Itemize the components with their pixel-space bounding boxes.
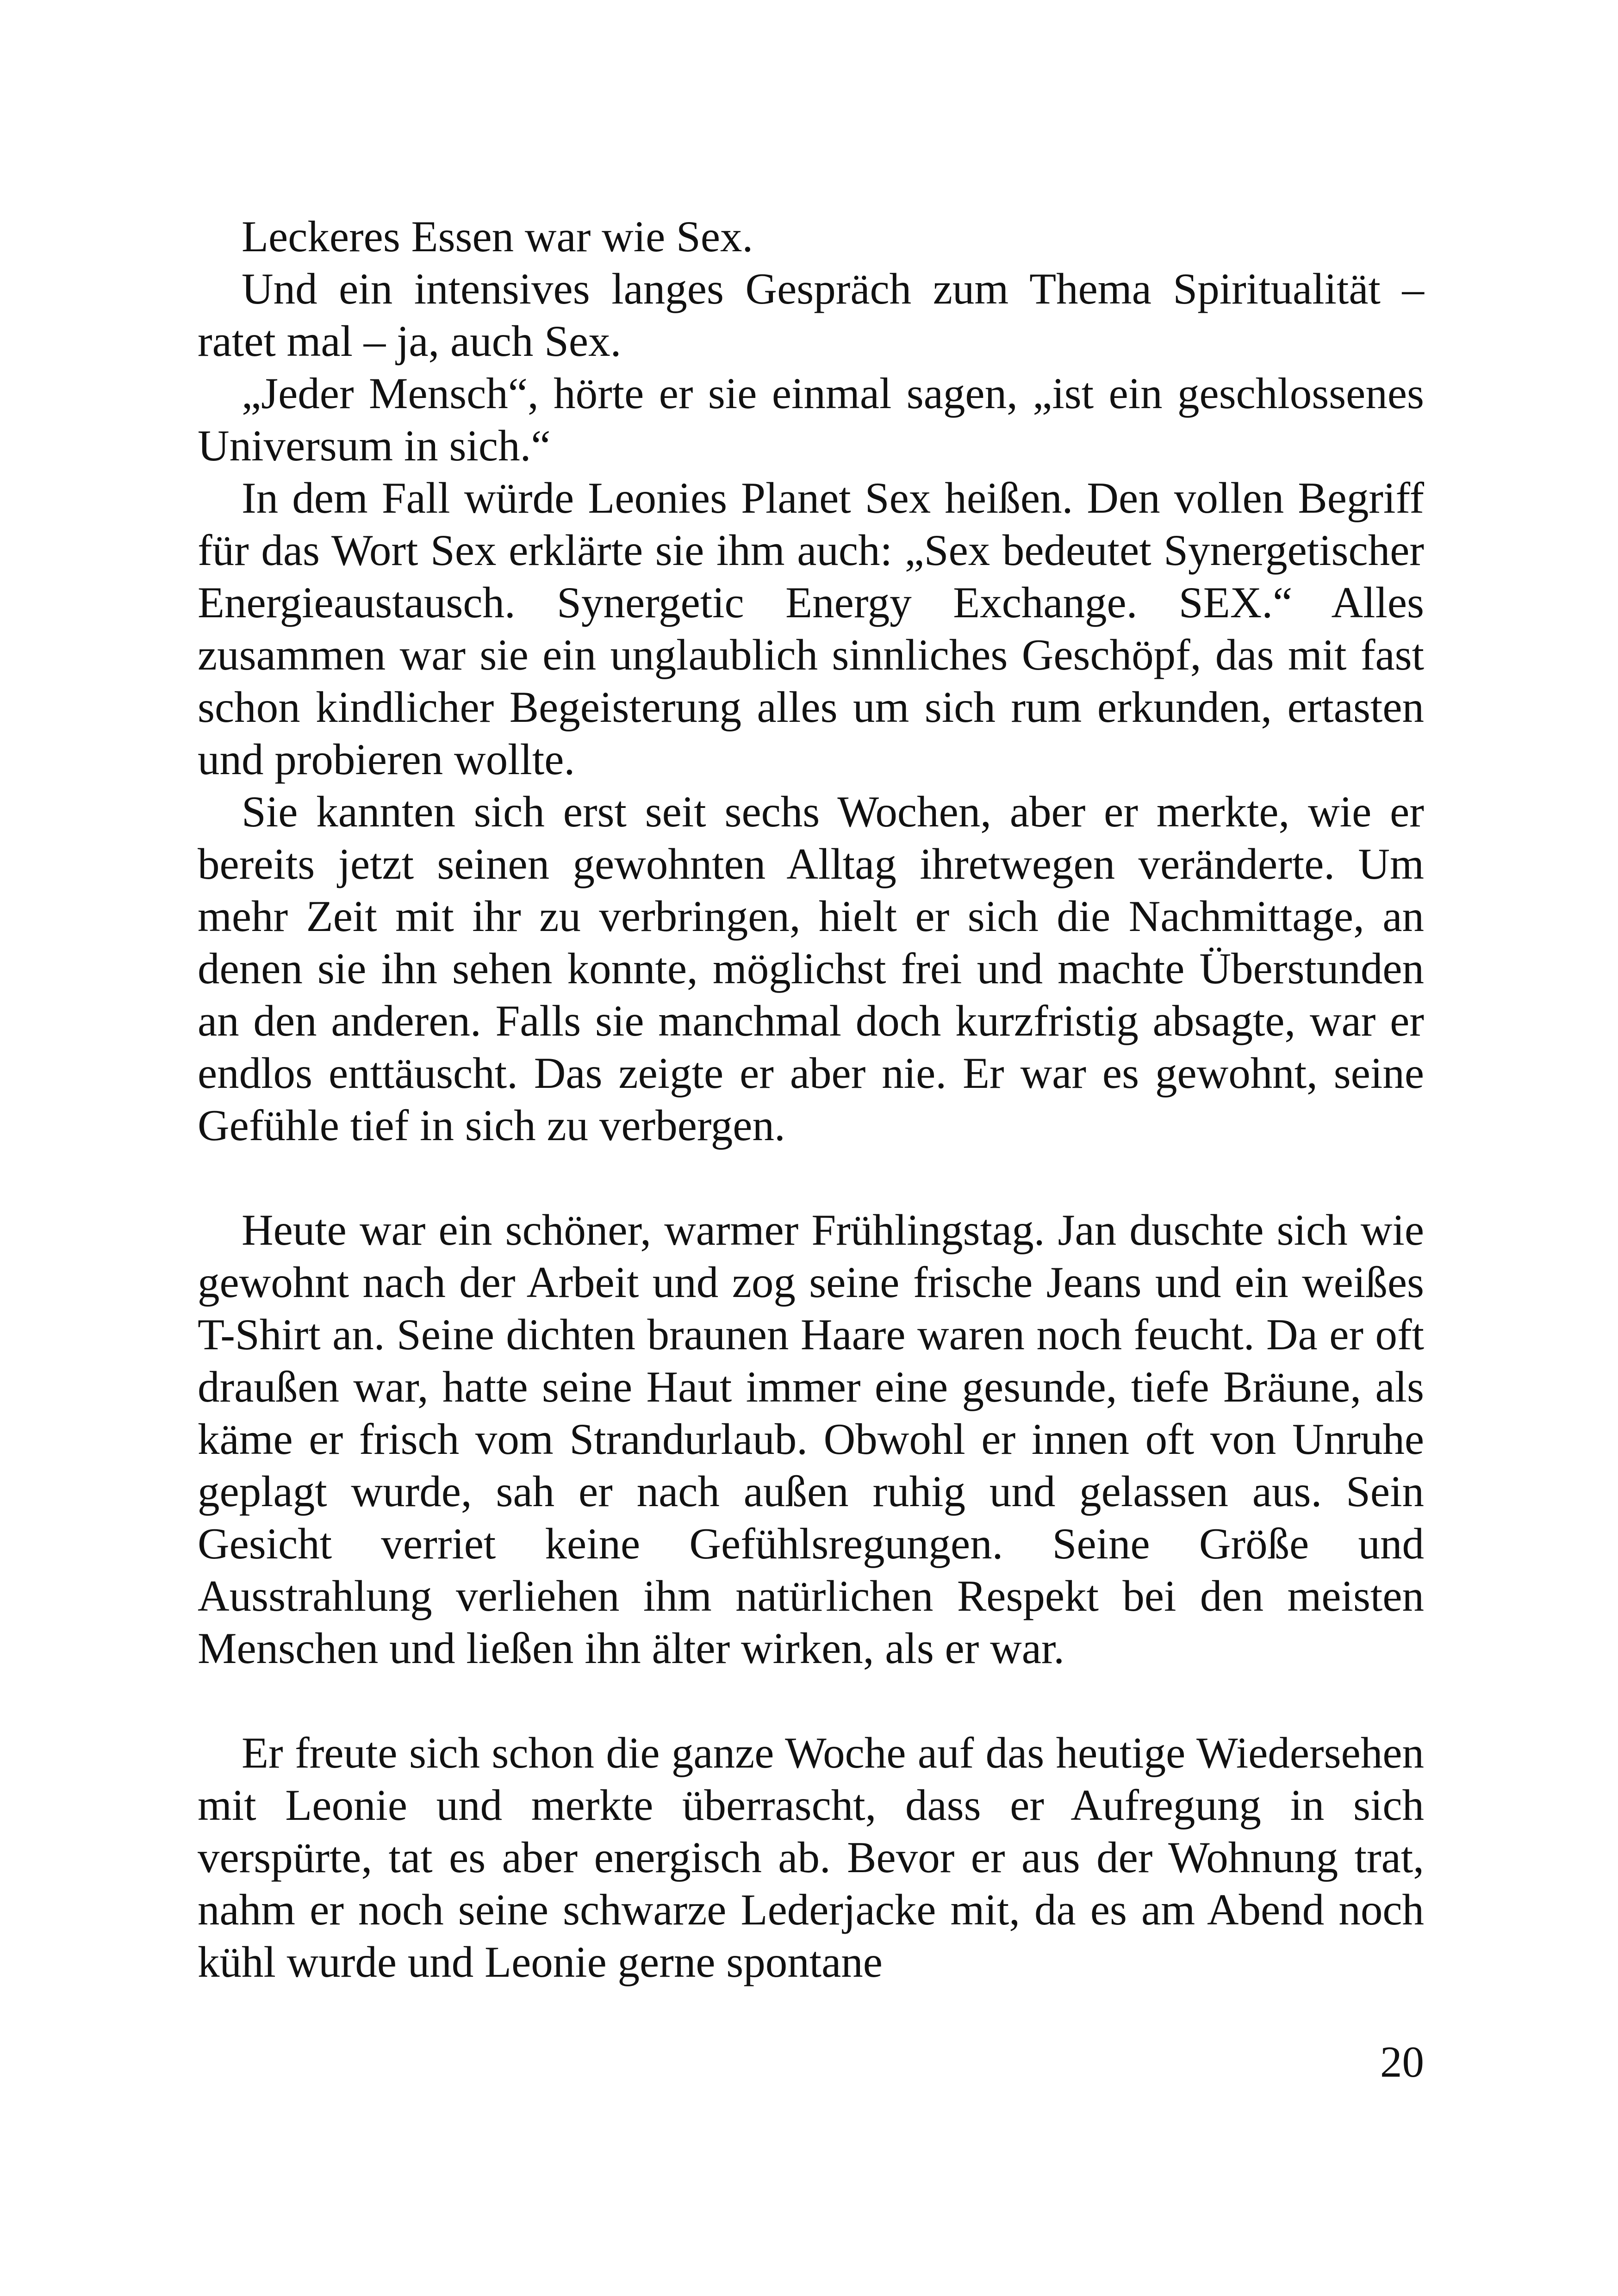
page-number: 20 <box>1380 2037 1424 2086</box>
paragraph: Er freute sich schon die ganze Woche auf das heutige Wiedersehen mit Leonie und merkte überrascht, dass er Aufregung in sich verspürte, tat es aber energisch ab. Bevor er aus der Wohnung trat, nahm er noch seine schwarze Lederjacke mit, da es am Abend noch kühl wurde und Leonie gerne spontane <box>198 1728 1424 1986</box>
paragraph: Und ein intensives langes Gespräch zum Thema Spiritualität – ratet mal – ja, auch Sex. <box>198 264 1424 366</box>
paragraph: Sie kannten sich erst seit sechs Wochen, aber er merkte, wie er bereits jetzt seinen gewohnten Alltag ihretwegen veränderte. Um mehr Zeit mit ihr zu verbringen, hielt er sich die Nachmittage, an denen sie ihn sehen konnte, möglichst frei und machte Überstunden an den anderen. Falls sie manchmal doch kurzfristig absagte, war er endlos enttäuscht. Das zeigte er aber nie. Er war es gewohnt, seine Gefühle tief in sich zu verbergen. <box>198 787 1424 1150</box>
paragraph: In dem Fall würde Leonies Planet Sex heißen. Den vollen Begriff für das Wort Sex erklärte sie ihm auch: „Sex bedeutet Synergetischer Energieaustausch. Synergetic Energy Exchange. SEX.“ Alles zusammen war sie ein unglaublich sinnliches Geschöpf, das mit fast schon kindlicher Begeisterung alles um sich rum erkunden, ertasten und probieren wollte. <box>198 473 1424 784</box>
paragraph: Heute war ein schöner, warmer Frühlingstag. Jan duschte sich wie gewohnt nach der Arbeit und zog seine frische Jeans und ein weißes T-Shirt an. Seine dichten braunen Haare waren noch feucht. Da er oft draußen war, hatte seine Haut immer eine gesunde, tiefe Bräune, als käme er frisch vom Strandurlaub. Obwohl er innen oft von Unruhe geplagt wurde, sah er nach außen ruhig und gelassen aus. Sein Gesicht verriet keine Gefühlsregungen. Seine Größe und Ausstrahlung verliehen ihm natürlichen Respekt bei den meisten Menschen und ließen ihn älter wirken, als er war. <box>198 1205 1424 1673</box>
body-text <box>198 211 1424 1988</box>
paragraph: Leckeres Essen war wie Sex. <box>242 212 753 261</box>
paragraph: „Jeder Mensch“, hörte er sie einmal sagen, „ist ein geschlossenes Universum in sich.“ <box>198 369 1424 470</box>
